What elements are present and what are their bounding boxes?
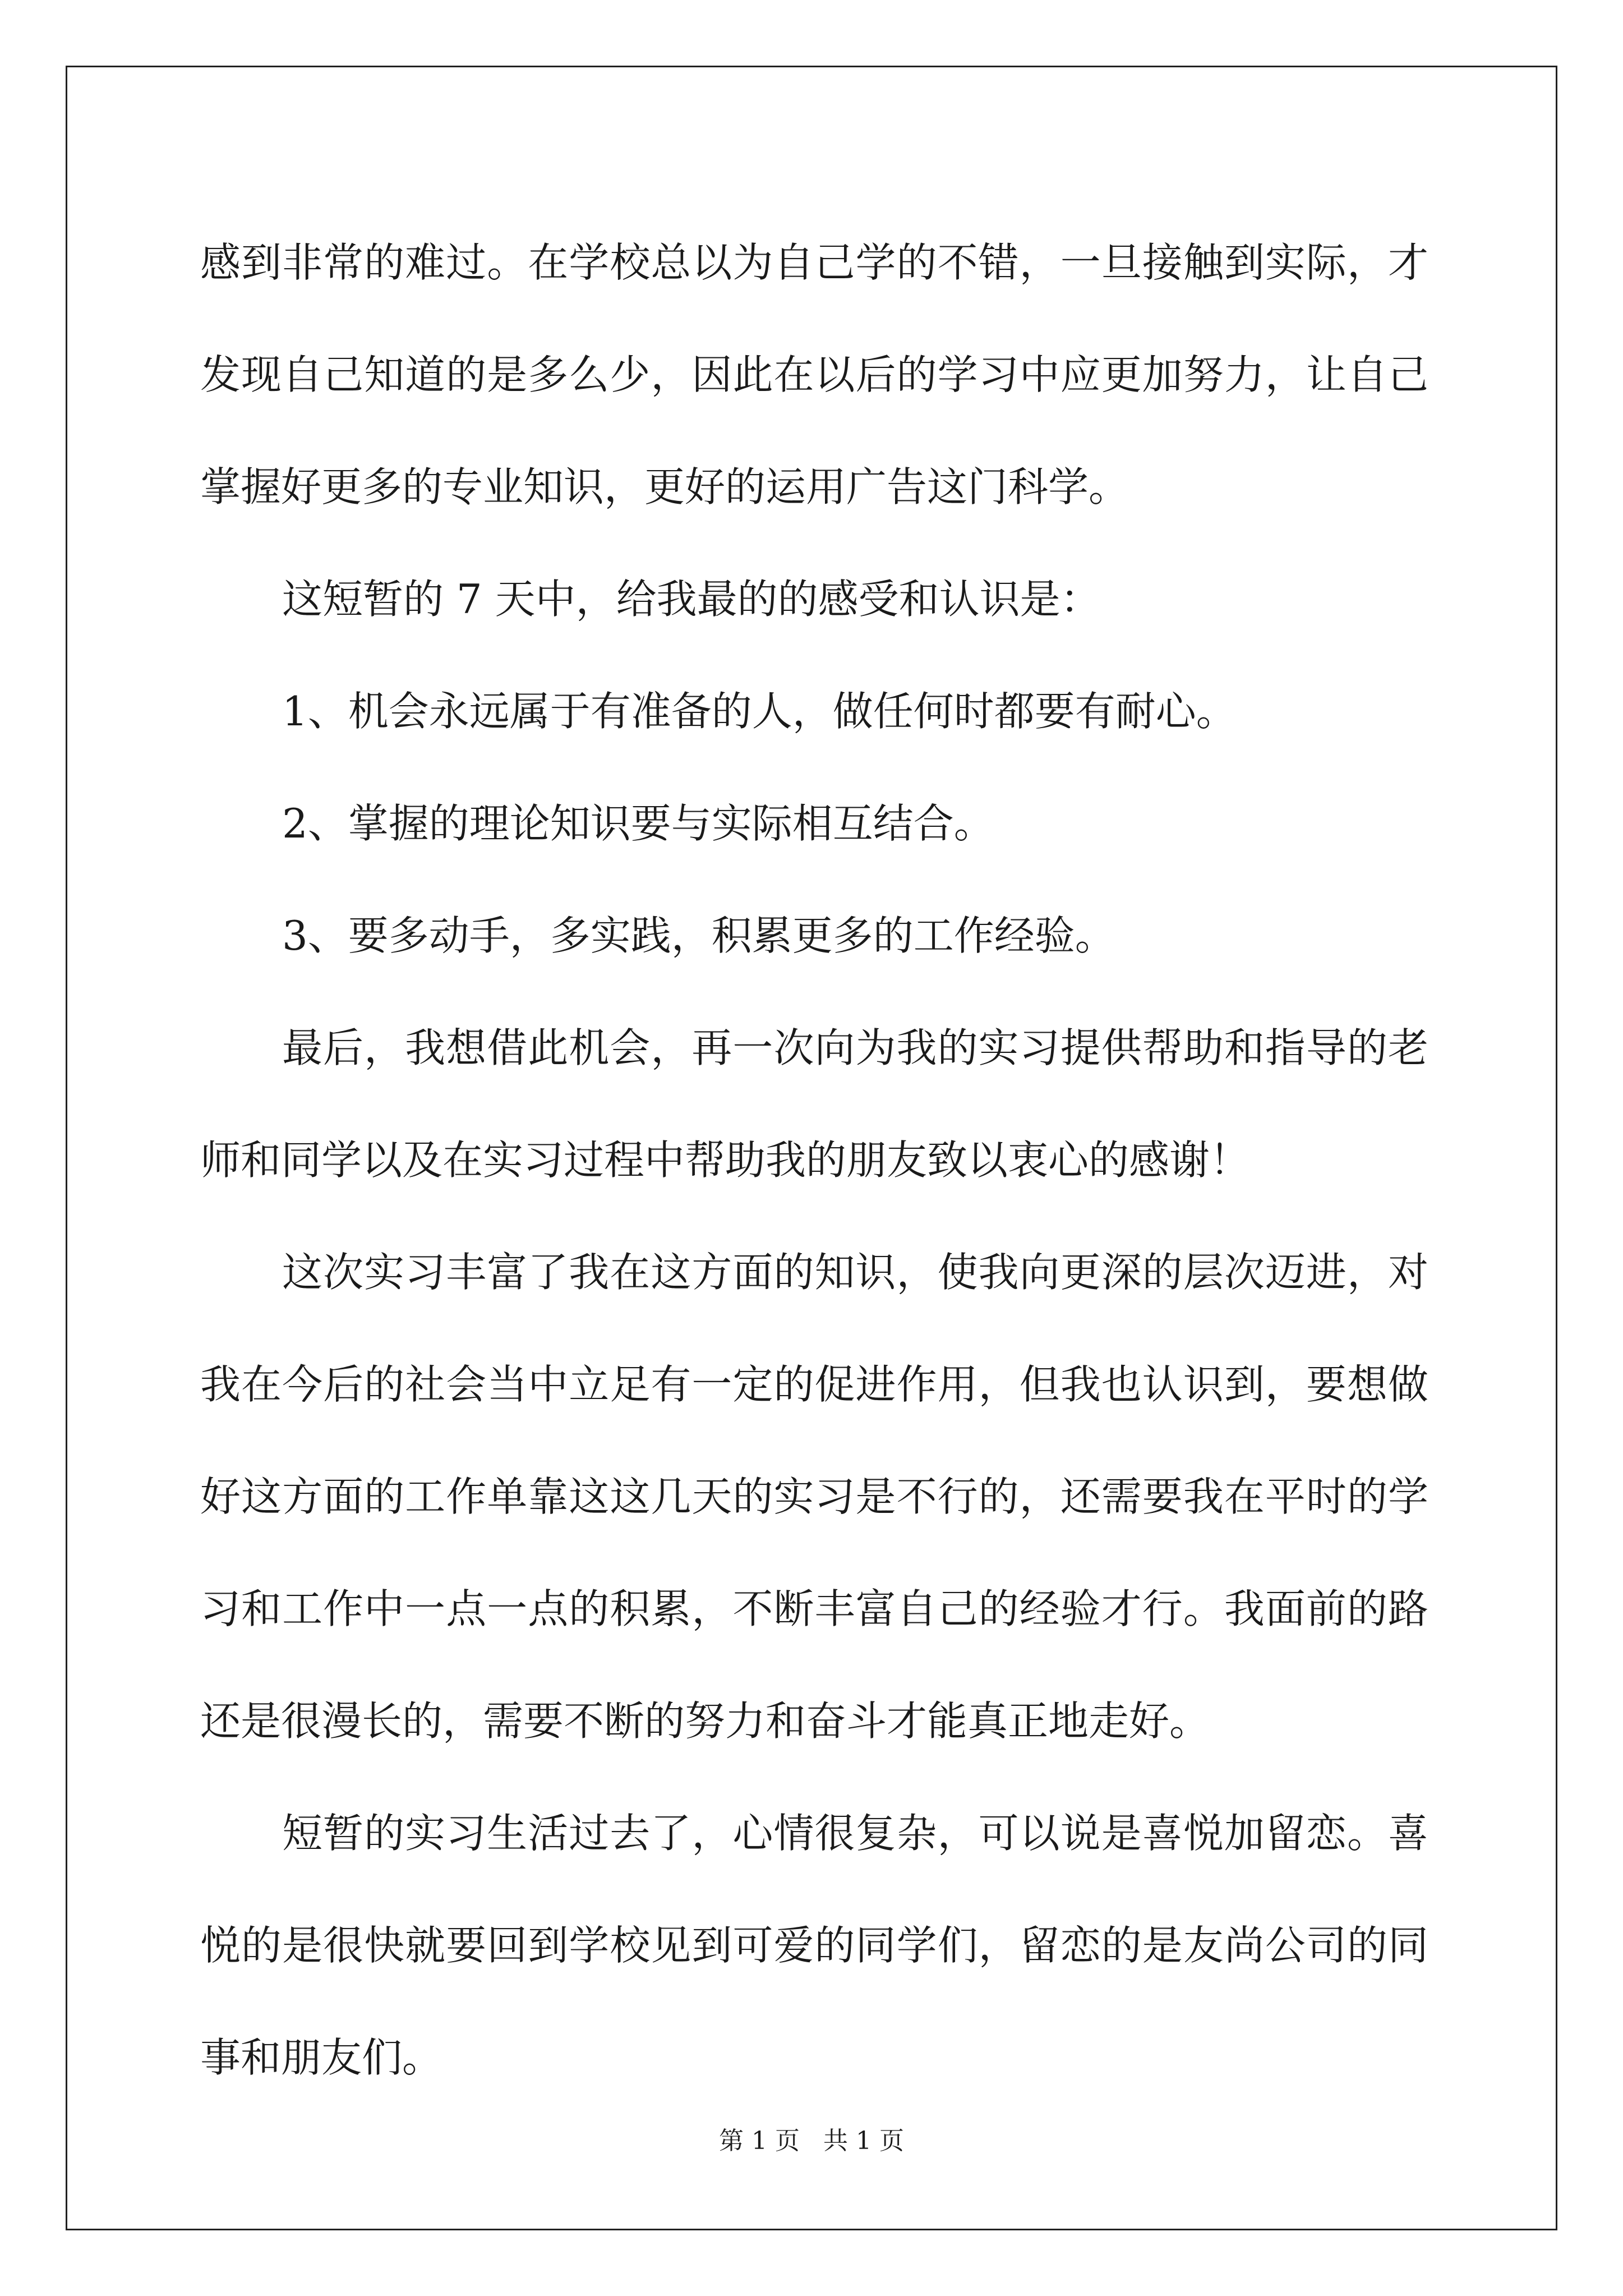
list-item: 1、机会永远属于有准备的人，做任何时都要有耐心。 xyxy=(282,688,1237,735)
text-line: 悦的是很快就要回到学校见到可爱的同学们，留恋的是友尚公司的同 xyxy=(200,1922,1428,1969)
text-line: 这短暂的 7 天中，给我最的的感受和认识是： xyxy=(282,576,1101,623)
text-line: 感到非常的难过。在学校总以为自己学的不错，一旦接触到实际，才 xyxy=(200,239,1428,286)
document-body xyxy=(200,206,1428,2114)
text-line: 师和同学以及在实习过程中帮助我的朋友致以衷心的感谢！ xyxy=(200,1137,1251,1184)
text-line: 还是很漫长的，需要不断的努力和奋斗才能真正地走好。 xyxy=(200,1697,1210,1745)
text-line: 发现自己知道的是多么少，因此在以后的学习中应更加努力，让自己 xyxy=(200,351,1428,398)
page-footer: 第 1 页 共 1 页 xyxy=(719,2127,904,2155)
list-item: 2、掌握的理论知识要与实际相互结合。 xyxy=(282,800,994,847)
text-line: 掌握好更多的专业知识，更好的运用广告这门科学。 xyxy=(200,463,1129,510)
text-line: 最后，我想借此机会，再一次向为我的实习提供帮助和指导的老 xyxy=(282,1024,1428,1071)
list-item: 3、要多动手，多实践，积累更多的工作经验。 xyxy=(282,912,1115,959)
text-line: 事和朋友们。 xyxy=(200,2034,443,2081)
text-line: 这次实习丰富了我在这方面的知识，使我向更深的层次迈进，对 xyxy=(282,1249,1428,1296)
text-line: 短暂的实习生活过去了，心情很复杂，可以说是喜悦加留恋。喜 xyxy=(282,1810,1428,1857)
text-line: 我在今后的社会当中立足有一定的促进作用，但我也认识到，要想做 xyxy=(200,1361,1428,1408)
text-line: 好这方面的工作单靠这这几天的实习是不行的，还需要我在平时的学 xyxy=(200,1473,1428,1520)
text-line: 习和工作中一点一点的积累，不断丰富自己的经验才行。我面前的路 xyxy=(200,1585,1428,1632)
